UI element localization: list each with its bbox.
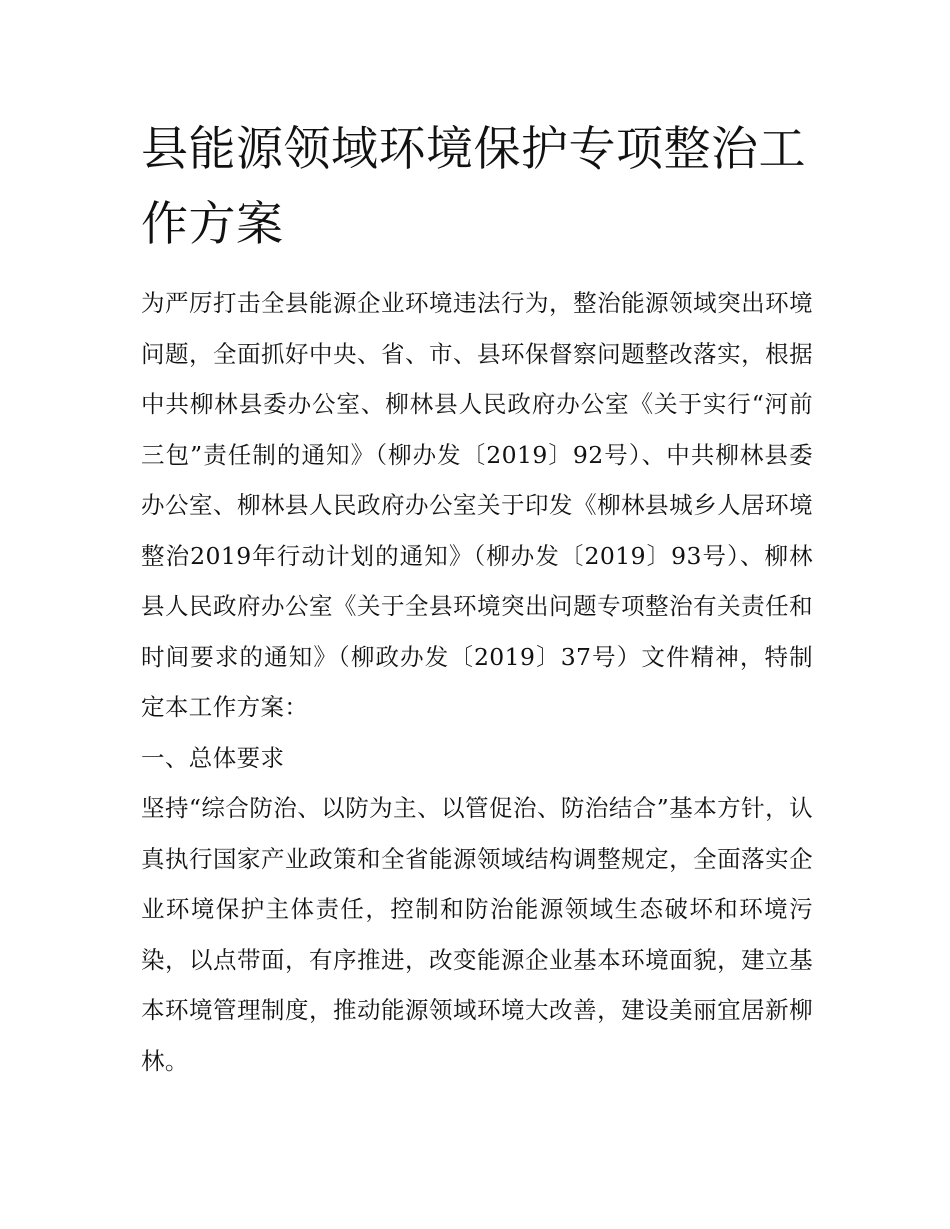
general-requirements-paragraph: 坚持“综合防治、以防为主、以管促治、防治结合”基本方针，认真执行国家产业政策和全省能源领域结构调整规定，全面落实企业环境保护主体责任，控制和防治能源领域生态破坏和环境污染，以点带面，有序推进，改变能源企业基本环境面貌，建立基本环境管理制度，推动能源领域环境大改善，建设美丽宜居新柳林。 (141, 794, 813, 1075)
document-body (141, 278, 813, 1086)
section-heading-general-requirements: 一、总体要求 (141, 743, 285, 772)
intro-paragraph: 为严厉打击全县能源企业环境违法行为，整治能源领域突出环境问题，全面抓好中央、省、市、县环保督察问题整改落实，根据中共柳林县委办公室、柳林县人民政府办公室《关于实行“河前三包”责任制的通知》（柳办发〔2019〕92号）、中共柳林县委办公室、柳林县人民政府办公室关于印发《柳林县城乡人居环境整治2019年行动计划的通知》（柳办发〔2019〕93号）、柳林县人民政府办公室《关于全县环境突出问题专项整治有关责任和时间要求的通知》（柳政办发〔2019〕37号）文件精神，特制定本工作方案： (141, 289, 813, 721)
document-title: 县能源领域环境保护专项整治工作方案 (141, 122, 806, 252)
